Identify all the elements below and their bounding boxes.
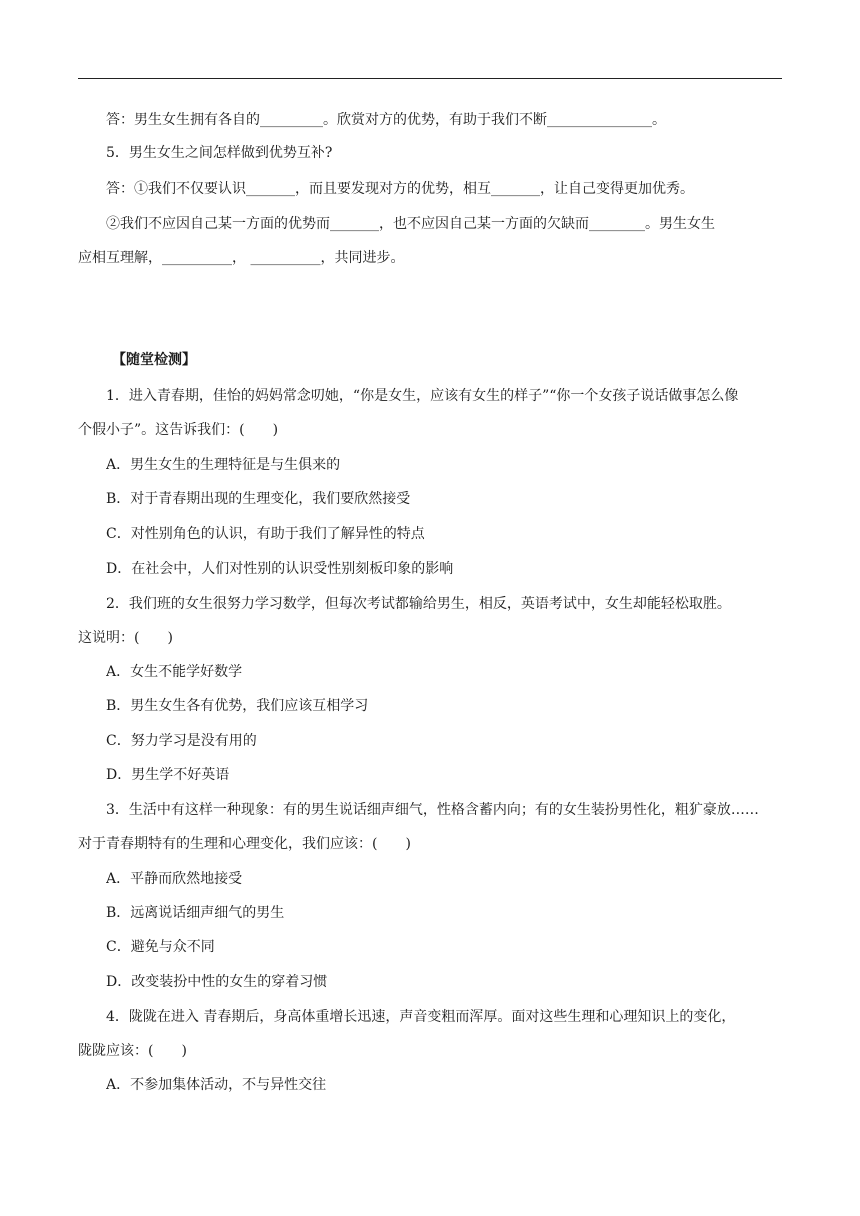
quiz-q1-option-a: A．男生女生的生理特征是与生俱来的 xyxy=(106,457,341,473)
answer-line-4: 答：男生女生拥有各自的_________。欣赏对方的优势，有助于我们不断_______________。 xyxy=(106,112,666,128)
section-heading-quiz: 【随堂检测】 xyxy=(112,352,196,368)
quiz-q3-option-a: A．平静而欣然地接受 xyxy=(106,871,243,887)
answer-5-part-1: 答：①我们不仅要认识_______，而且要发现对方的优势，相互_______，让自己变得更加优秀。 xyxy=(106,181,694,197)
quiz-q2-option-a: A．女生不能学好数学 xyxy=(106,664,243,680)
quiz-q2-option-b: B．男生女生各有优势，我们应该互相学习 xyxy=(106,698,369,714)
quiz-question-2: 2．我们班的女生很努力学习数学，但每次考试都输给男生，相反，英语考试中，女生却能轻松取胜。 xyxy=(106,596,731,612)
quiz-question-1: 1．进入青春期，佳怡的妈妈常念叨她，“你是女生，应该有女生的样子”“你一个女孩子说话做事怎么像 xyxy=(106,388,739,404)
quiz-q2-option-d: D．男生学不好英语 xyxy=(106,767,230,783)
quiz-q2-option-c: C．努力学习是没有用的 xyxy=(106,733,257,749)
quiz-q3-option-c: C．避免与众不同 xyxy=(106,939,215,955)
quiz-question-1-cont: 个假小子”。这告诉我们：( ) xyxy=(78,422,279,438)
answer-5-part-2-cont: 应相互理解，__________， __________，共同进步。 xyxy=(78,250,405,266)
quiz-q4-option-a: A．不参加集体活动，不与异性交往 xyxy=(106,1077,327,1093)
quiz-question-3: 3．生活中有这样一种现象：有的男生说话细声细气，性格含蓄内向；有的女生装扮男性化，粗犷豪放…… xyxy=(106,802,759,818)
quiz-q1-option-b: B．对于青春期出现的生理变化，我们要欣然接受 xyxy=(106,491,411,507)
quiz-question-2-cont: 这说明：( ) xyxy=(78,630,173,646)
quiz-question-4: 4．陇陇在进入 青春期后，身高体重增长迅速，声音变粗而浑厚。面对这些生理和心理知识上的变化， xyxy=(106,1009,736,1025)
quiz-q3-option-d: D．改变装扮中性的女生的穿着习惯 xyxy=(106,974,328,990)
question-5: 5．男生女生之间怎样做到优势互补? xyxy=(106,145,333,161)
quiz-question-4-cont: 陇陇应该：( ) xyxy=(78,1043,187,1059)
header-divider xyxy=(78,78,782,79)
quiz-q3-option-b: B．远离说话细声细气的男生 xyxy=(106,905,285,921)
quiz-q1-option-d: D．在社会中，人们对性别的认识受性别刻板印象的影响 xyxy=(106,561,454,577)
quiz-q1-option-c: C．对性别角色的认识，有助于我们了解异性的特点 xyxy=(106,526,425,542)
answer-5-part-2: ②我们不应因自己某一方面的优势而_______，也不应因自己某一方面的欠缺而________。男生女生 xyxy=(106,216,715,232)
quiz-question-3-cont: 对于青春期特有的生理和心理变化，我们应该：( ) xyxy=(78,836,411,852)
